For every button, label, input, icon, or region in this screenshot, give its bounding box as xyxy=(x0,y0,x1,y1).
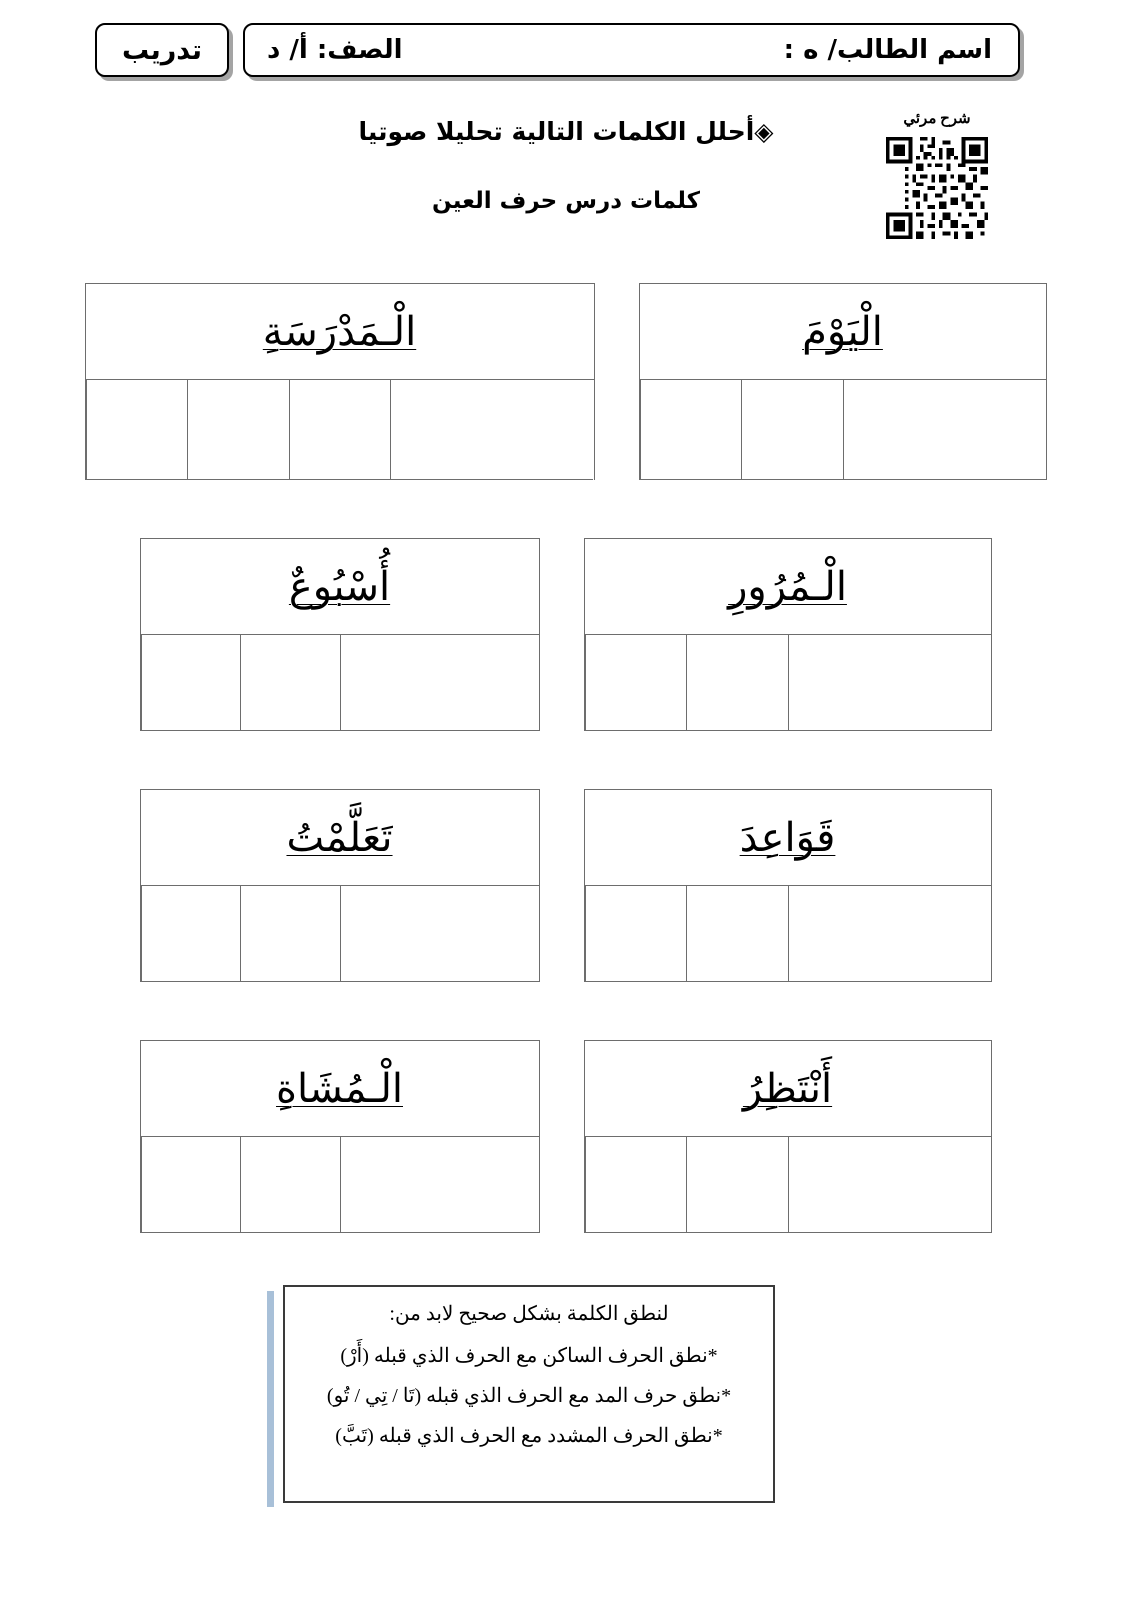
analysis-cell[interactable] xyxy=(439,1137,539,1233)
note-box xyxy=(283,1285,775,1503)
word-display xyxy=(86,284,594,380)
word-text: أُسْبُوعٌ xyxy=(288,563,391,609)
lesson-subtitle: كلمات درس حرف العين xyxy=(432,188,700,214)
analysis-cell[interactable] xyxy=(141,1137,241,1233)
analysis-cell[interactable] xyxy=(439,635,539,731)
analysis-cell[interactable] xyxy=(187,380,289,480)
analysis-cell[interactable] xyxy=(585,1137,687,1233)
analysis-cell[interactable] xyxy=(141,886,241,982)
analysis-cells xyxy=(640,380,1046,480)
note-accent-bar xyxy=(267,1291,274,1507)
word-card xyxy=(85,283,595,480)
word-text: الْـمُرُورِ xyxy=(728,563,847,609)
word-display xyxy=(141,1041,539,1137)
word-card xyxy=(140,1040,540,1233)
word-display xyxy=(585,539,991,635)
word-text: الْـمَدْرَسَةِ xyxy=(262,308,417,354)
analysis-cell[interactable] xyxy=(439,886,539,982)
analysis-cells xyxy=(141,886,539,982)
student-info-field[interactable] xyxy=(243,23,1020,77)
word-display xyxy=(585,790,991,886)
analysis-cells xyxy=(141,1137,539,1233)
word-row xyxy=(0,538,1131,731)
word-card xyxy=(584,1040,992,1233)
note-rule-3: *نطق الحرف المشدد مع الحرف الذي قبله (تَبَّ) xyxy=(335,1425,723,1447)
note-heading: لنطق الكلمة بشكل صحيح لابد من: xyxy=(389,1303,669,1325)
analysis-cells xyxy=(141,635,539,731)
analysis-cell[interactable] xyxy=(390,380,492,480)
analysis-cell[interactable] xyxy=(141,635,241,731)
note-rule-1: *نطق الحرف الساكن مع الحرف الذي قبله (أَرْ) xyxy=(340,1345,718,1367)
word-card xyxy=(140,789,540,982)
word-card xyxy=(639,283,1047,480)
note-rule-2: *نطق حرف المد مع الحرف الذي قبله (تَا / تِي / تُو) xyxy=(326,1385,732,1407)
word-display xyxy=(585,1041,991,1137)
word-row xyxy=(0,283,1131,480)
analysis-cell[interactable] xyxy=(788,886,890,982)
word-card xyxy=(584,538,992,731)
word-text: قَوَاعِدَ xyxy=(739,814,836,860)
analysis-cell[interactable] xyxy=(585,635,687,731)
analysis-cell[interactable] xyxy=(788,635,890,731)
exercise-label: تدريب xyxy=(122,34,202,66)
word-display xyxy=(141,790,539,886)
analysis-cell[interactable] xyxy=(585,886,687,982)
analysis-cells xyxy=(585,886,991,982)
instruction-text: ◈أحلل الكلمات التالية تحليلا صوتيا xyxy=(358,117,774,146)
word-text: تَعَلَّمْتُ xyxy=(286,814,393,860)
analysis-cell[interactable] xyxy=(686,1137,788,1233)
qr-code-icon[interactable] xyxy=(882,133,992,243)
word-display xyxy=(141,539,539,635)
word-text: الْيَوْمَ xyxy=(802,308,883,354)
analysis-cell[interactable] xyxy=(889,1137,991,1233)
word-card xyxy=(140,538,540,731)
analysis-cells xyxy=(86,380,594,480)
word-row xyxy=(0,789,1131,982)
analysis-cell[interactable] xyxy=(788,1137,890,1233)
word-text: أَنْتَظِرُ xyxy=(742,1065,833,1111)
analysis-cell[interactable] xyxy=(86,380,188,480)
analysis-cell[interactable] xyxy=(640,380,742,480)
analysis-cell[interactable] xyxy=(741,380,843,480)
analysis-cells xyxy=(585,1137,991,1233)
video-explanation-block[interactable] xyxy=(872,112,1002,243)
analysis-cell[interactable] xyxy=(492,380,594,480)
analysis-cell[interactable] xyxy=(686,886,788,982)
word-text: الْـمُشَاةِ xyxy=(276,1065,403,1111)
analysis-cell[interactable] xyxy=(944,380,1046,480)
video-caption: شرح مرئي xyxy=(903,111,971,127)
analysis-cell[interactable] xyxy=(240,1137,340,1233)
analysis-cell[interactable] xyxy=(686,635,788,731)
word-row xyxy=(0,1040,1131,1233)
analysis-cells xyxy=(585,635,991,731)
analysis-cell[interactable] xyxy=(340,1137,440,1233)
analysis-cell[interactable] xyxy=(340,886,440,982)
exercise-badge xyxy=(95,23,229,77)
word-card xyxy=(584,789,992,982)
class-label: الصف: أ/ د xyxy=(267,35,403,65)
word-display xyxy=(640,284,1046,380)
pronunciation-note xyxy=(267,1285,775,1507)
word-analysis-grid xyxy=(0,283,1131,1291)
analysis-cell[interactable] xyxy=(240,635,340,731)
page-header xyxy=(95,22,1020,78)
analysis-cell[interactable] xyxy=(289,380,391,480)
student-name-label: اسم الطالب/ ه : xyxy=(783,35,992,65)
analysis-cell[interactable] xyxy=(240,886,340,982)
analysis-cell[interactable] xyxy=(843,380,945,480)
analysis-cell[interactable] xyxy=(889,886,991,982)
analysis-cell[interactable] xyxy=(340,635,440,731)
analysis-cell[interactable] xyxy=(889,635,991,731)
